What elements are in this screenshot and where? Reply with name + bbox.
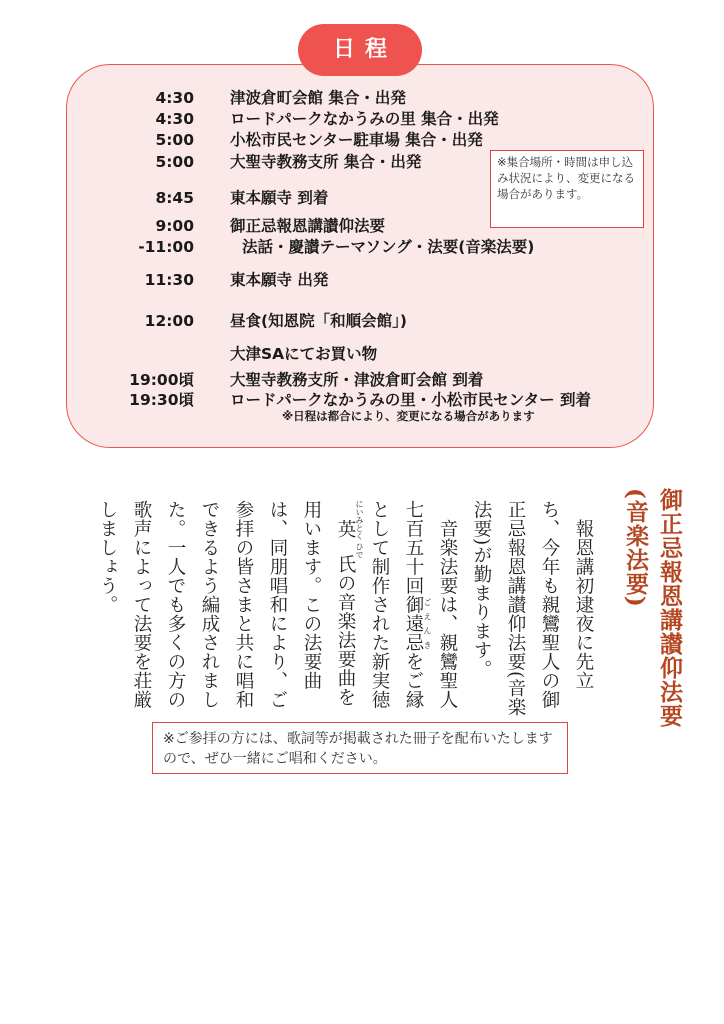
schedule-desc: 大聖寺教務支所・津波倉町会館 到着 — [230, 371, 484, 389]
ruby-reading: ごえんき — [423, 595, 432, 652]
schedule-desc: 御正忌報恩講讃仰法要 — [230, 217, 386, 235]
schedule-tab: 日程 — [298, 24, 422, 76]
ruby-reading: にいみとく ひで — [355, 500, 364, 559]
ruby-base: 御遠忌 — [403, 595, 424, 652]
schedule-row — [0, 128, 724, 152]
schedule-desc: 大津SAにてお買い物 — [230, 345, 378, 363]
schedule-note: ※集合場所・時間は申し込み状況により、変更になる場合があります。 — [490, 150, 644, 228]
schedule-desc: 東本願寺 出発 — [230, 271, 329, 289]
schedule-desc: ロードパークなかうみの里・小松市民センター 到着 — [230, 391, 591, 409]
schedule-desc: 昼食(知恩院「和順会館」) — [230, 312, 407, 330]
ruby-goenki — [403, 595, 432, 652]
schedule-row — [0, 342, 724, 366]
schedule-time: 19:30頃 — [129, 391, 194, 409]
schedule-desc: ロードパークなかうみの里 集合・出発 — [230, 110, 499, 128]
schedule-desc: 小松市民センター駐車場 集合・出発 — [230, 131, 483, 149]
article-title: 御正忌報恩講讃仰法要(音楽法要) — [622, 488, 683, 728]
schedule-footnote: ※日程は都合により、変更になる場合があります — [282, 409, 535, 423]
schedule-time: 19:00頃 — [129, 371, 194, 389]
schedule-time: 8:45 — [155, 189, 194, 207]
schedule-row — [0, 309, 724, 333]
schedule-time: 5:00 — [155, 153, 194, 171]
article-paragraph — [90, 500, 464, 724]
schedule-time: 4:30 — [155, 110, 194, 128]
schedule-row — [0, 268, 724, 292]
schedule-time: 11:30 — [144, 271, 194, 289]
schedule-desc: 東本願寺 到着 — [230, 189, 329, 207]
schedule-time: 9:00 — [155, 217, 194, 235]
article-paragraph: 報恩講初逮夜に先立ち、今年も親鸞聖人の御正忌報恩講讃仰法要(音楽法要)が勤まります。 — [471, 500, 594, 717]
article-text: 氏の音楽法要曲を用います。この法要曲は、同朋唱和により、ご参拝の皆さまと共に唱和できるよう編成されました。一人でも多くの方の歌声によって法要を荘厳しましょう。 — [97, 500, 356, 709]
schedule-row — [0, 235, 724, 259]
schedule-time: 5:00 — [155, 131, 194, 149]
distribution-note: ※ご参拝の方には、歌詞等が掲載された冊子を配布いたしますので、ぜひ一緒にご唱和ください。 — [152, 722, 568, 774]
schedule-time: 4:30 — [155, 89, 194, 107]
schedule-desc: 津波倉町会館 集合・出発 — [230, 89, 406, 107]
ruby-niimi — [335, 500, 364, 559]
schedule-desc: 法話・慶讃テーマソング・法要(音楽法要) — [242, 238, 535, 256]
ruby-base: 英 — [335, 500, 356, 559]
schedule-desc: 大聖寺教務支所 集合・出発 — [230, 153, 422, 171]
schedule-time: -11:00 — [138, 238, 194, 256]
article-text: をご縁として制作された新実徳 — [369, 500, 424, 709]
article-text: 音楽法要は、親鸞聖人七百五十回 — [403, 500, 458, 709]
schedule-time: 12:00 — [144, 312, 194, 330]
article-body — [90, 500, 600, 724]
